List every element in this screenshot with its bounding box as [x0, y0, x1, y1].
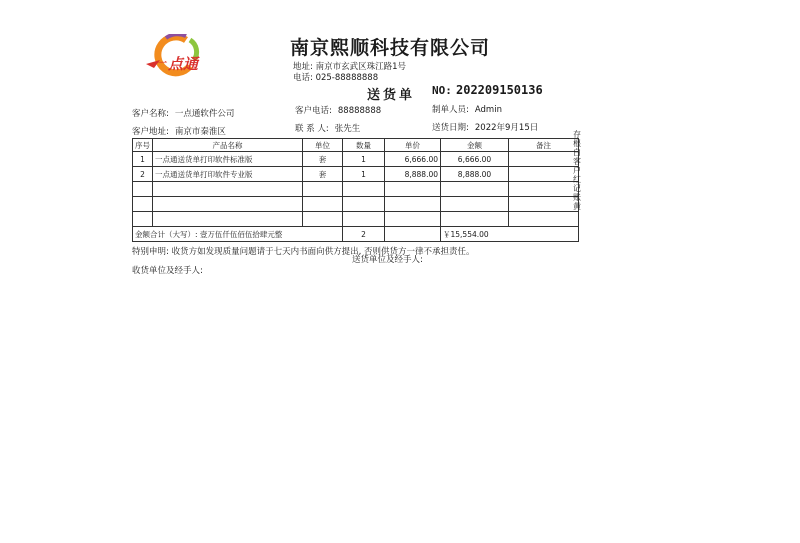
table-row-empty: [133, 212, 579, 227]
cell-product: 一点通送货单打印软件标准版: [153, 152, 303, 167]
company-phone: 电话: 025-88888888: [293, 73, 379, 83]
cell-unit: 套: [303, 152, 343, 167]
document-number: 202209150136: [456, 83, 543, 97]
customer-phone-row: [295, 104, 381, 116]
table-total-row: [133, 227, 579, 242]
total-label: 金额合计（大写）: 壹万伍仟伍佰伍拾肆元整: [133, 227, 343, 242]
cell-qty: 1: [343, 152, 385, 167]
header-cell: 数量: [343, 139, 385, 152]
creator: Admin: [474, 105, 502, 115]
cell-product: 一点通送货单打印软件专业版: [153, 167, 303, 182]
items-table: [132, 138, 579, 242]
header-cell: 备注: [509, 139, 579, 152]
header-cell: 单价: [385, 139, 441, 152]
company-address: 地址: 南京市玄武区珠江路1号: [293, 62, 406, 72]
header-cell: 序号: [133, 139, 153, 152]
customer-name-label: 客户名称:: [132, 109, 169, 119]
delivery-date-row: [432, 121, 538, 133]
company-name: 南京熙顺科技有限公司: [290, 37, 491, 59]
customer-phone: 88888888: [337, 106, 382, 116]
creator-label: 制单人员:: [432, 105, 469, 115]
total-qty: 2: [343, 227, 385, 242]
cell-index: 2: [133, 167, 153, 182]
copy-distribution-note: 存根白客户红记账黄: [573, 130, 581, 211]
cell-price: 8,888.00: [385, 167, 441, 182]
header-cell: 单位: [303, 139, 343, 152]
contact-row: [295, 122, 360, 134]
cell-amount: 8,888.00: [441, 167, 509, 182]
creator-row: [432, 103, 502, 115]
delivery-date: 2022年9月15日: [474, 123, 539, 133]
table-row-empty: [133, 197, 579, 212]
table-row: [133, 167, 579, 182]
cell-price: 6,666.00: [385, 152, 441, 167]
cell-amount: 6,666.00: [441, 152, 509, 167]
customer-address-label: 客户地址:: [132, 127, 169, 137]
delivery-date-label: 送货日期:: [432, 123, 469, 133]
customer-address-row: [132, 125, 226, 137]
header-cell: 产品名称: [153, 139, 303, 152]
receiver-signature-label: 收货单位及经手人:: [132, 266, 203, 276]
cell-unit: 套: [303, 167, 343, 182]
document-title: 送货单: [367, 88, 416, 103]
footer-notice: 特别申明: 收货方如发现质量问题请于七天内书面向供方提出, 否则供货方一律不承担责任。: [132, 247, 475, 257]
customer-name-row: [132, 107, 234, 119]
company-logo: [146, 34, 216, 84]
header-cell: 金额: [441, 139, 509, 152]
cell-note: [509, 152, 579, 167]
table-row-empty: [133, 182, 579, 197]
logo-prefix: 一: [158, 59, 168, 69]
contact-label: 联 系 人:: [295, 124, 329, 134]
table-header-row: [133, 139, 579, 152]
cell-qty: 1: [343, 167, 385, 182]
table-row: [133, 152, 579, 167]
total-amount: ￥15,554.00: [441, 227, 579, 242]
customer-address: 南京市秦淮区: [174, 127, 226, 137]
document-number-label: NO:: [432, 84, 452, 97]
cell-note: [509, 167, 579, 182]
customer-name: 一点通软件公司: [174, 109, 235, 119]
cell-index: 1: [133, 152, 153, 167]
contact: 张先生: [334, 124, 361, 134]
customer-phone-label: 客户电话:: [295, 106, 332, 116]
sender-signature-label: 送货单位及经手人:: [352, 255, 423, 265]
logo-text: 点通: [168, 55, 199, 73]
